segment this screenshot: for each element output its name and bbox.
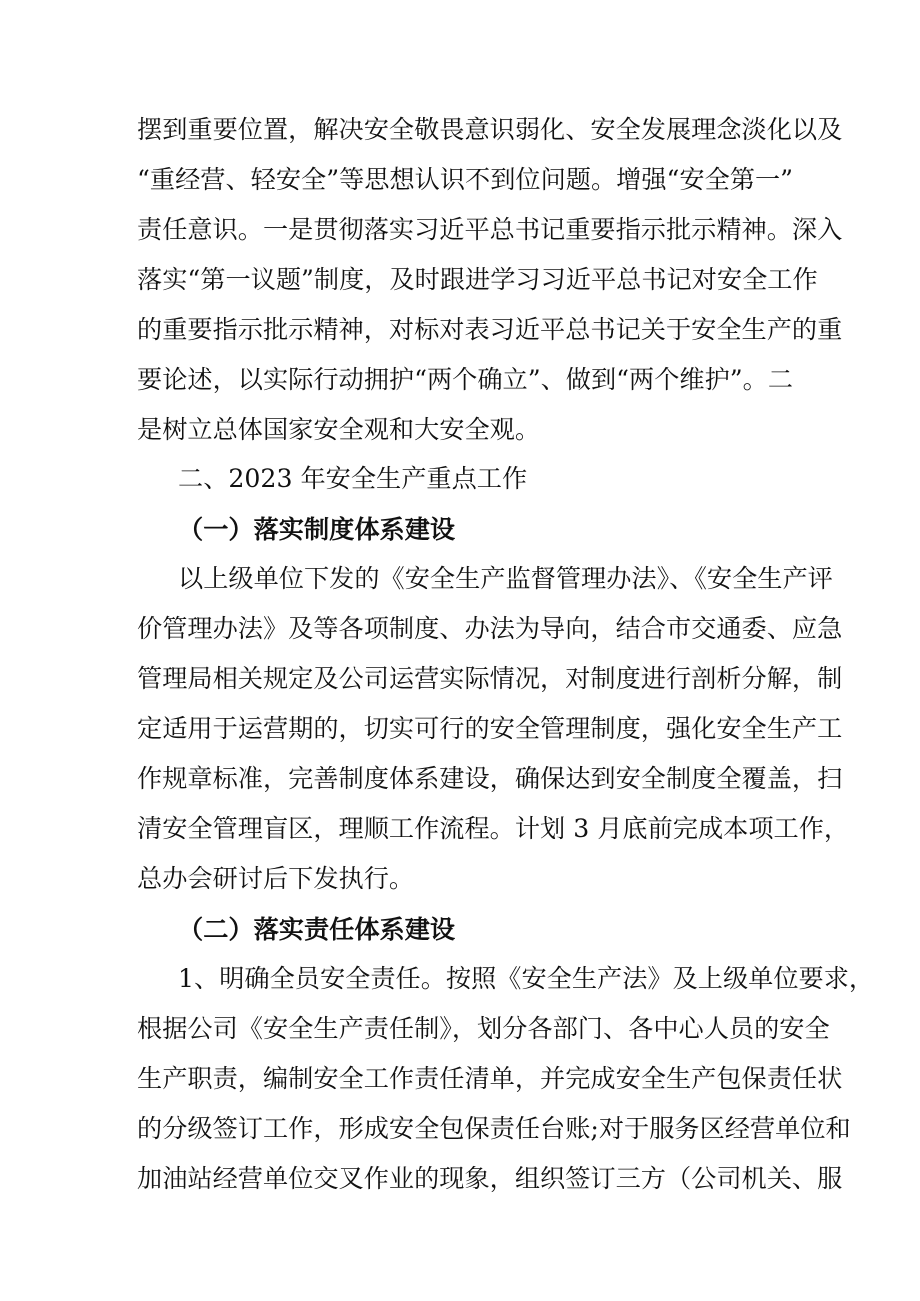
- paragraph-line: 1、明确全员安全责任。按照《安全生产法》及上级单位要求，: [178, 964, 875, 993]
- paragraph-line: 的分级签订工作，形成安全包保责任台账;对于服务区经营单位和: [137, 1114, 851, 1143]
- paragraph-line: 责任意识。一是贯彻落实习近平总书记重要指示批示精神。深入: [137, 215, 843, 244]
- paragraph-line: 作规章标准，完善制度体系建设，确保达到安全制度全覆盖，扫: [137, 764, 843, 793]
- paragraph-line: 落实“第一议题”制度，及时跟进学习习近平总书记对安全工作: [137, 265, 818, 294]
- paragraph-line: 要论述，以实际行动拥护“两个确立”、做到“两个维护”。二: [137, 365, 794, 394]
- paragraph-line: 根据公司《安全生产责任制》，划分各部门、各中心人员的安全: [137, 1014, 830, 1043]
- paragraph-line: 定适用于运营期的，切实可行的安全管理制度，强化安全生产工: [137, 714, 843, 743]
- paragraph-line: 是树立总体国家安全观和大安全观。: [137, 415, 540, 444]
- subsection-heading: （二）落实责任体系建设: [178, 914, 456, 944]
- paragraph-line: 管理局相关规定及公司运营实际情况，对制度进行剖析分解，制: [137, 664, 843, 693]
- section-heading: 二、2023 年安全生产重点工作: [178, 464, 528, 493]
- paragraph-line: 加油站经营单位交叉作业的现象，组织签订三方（公司机关、服: [137, 1164, 843, 1193]
- paragraph-line: 摆到重要位置，解决安全敬畏意识弱化、安全发展理念淡化以及: [137, 115, 843, 144]
- paragraph-line: “重经营、轻安全”等思想认识不到位问题。增强“安全第一”: [137, 165, 794, 194]
- paragraph-line: 以上级单位下发的《安全生产监督管理办法》、《安全生产评: [178, 564, 833, 593]
- paragraph-line: 的重要指示批示精神，对标对表习近平总书记关于安全生产的重: [137, 315, 843, 344]
- paragraph-line: 总办会研讨后下发执行。: [137, 864, 415, 893]
- subsection-heading: （一）落实制度体系建设: [178, 514, 456, 544]
- paragraph-line: 生产职责，编制安全工作责任清单，并完成安全生产包保责任状: [137, 1064, 843, 1093]
- paragraph-line: 清安全管理盲区，理顺工作流程。计划 3 月底前完成本项工作，: [137, 814, 850, 843]
- paragraph-line: 价管理办法》及等各项制度、办法为导向，结合市交通委、应急: [137, 614, 843, 643]
